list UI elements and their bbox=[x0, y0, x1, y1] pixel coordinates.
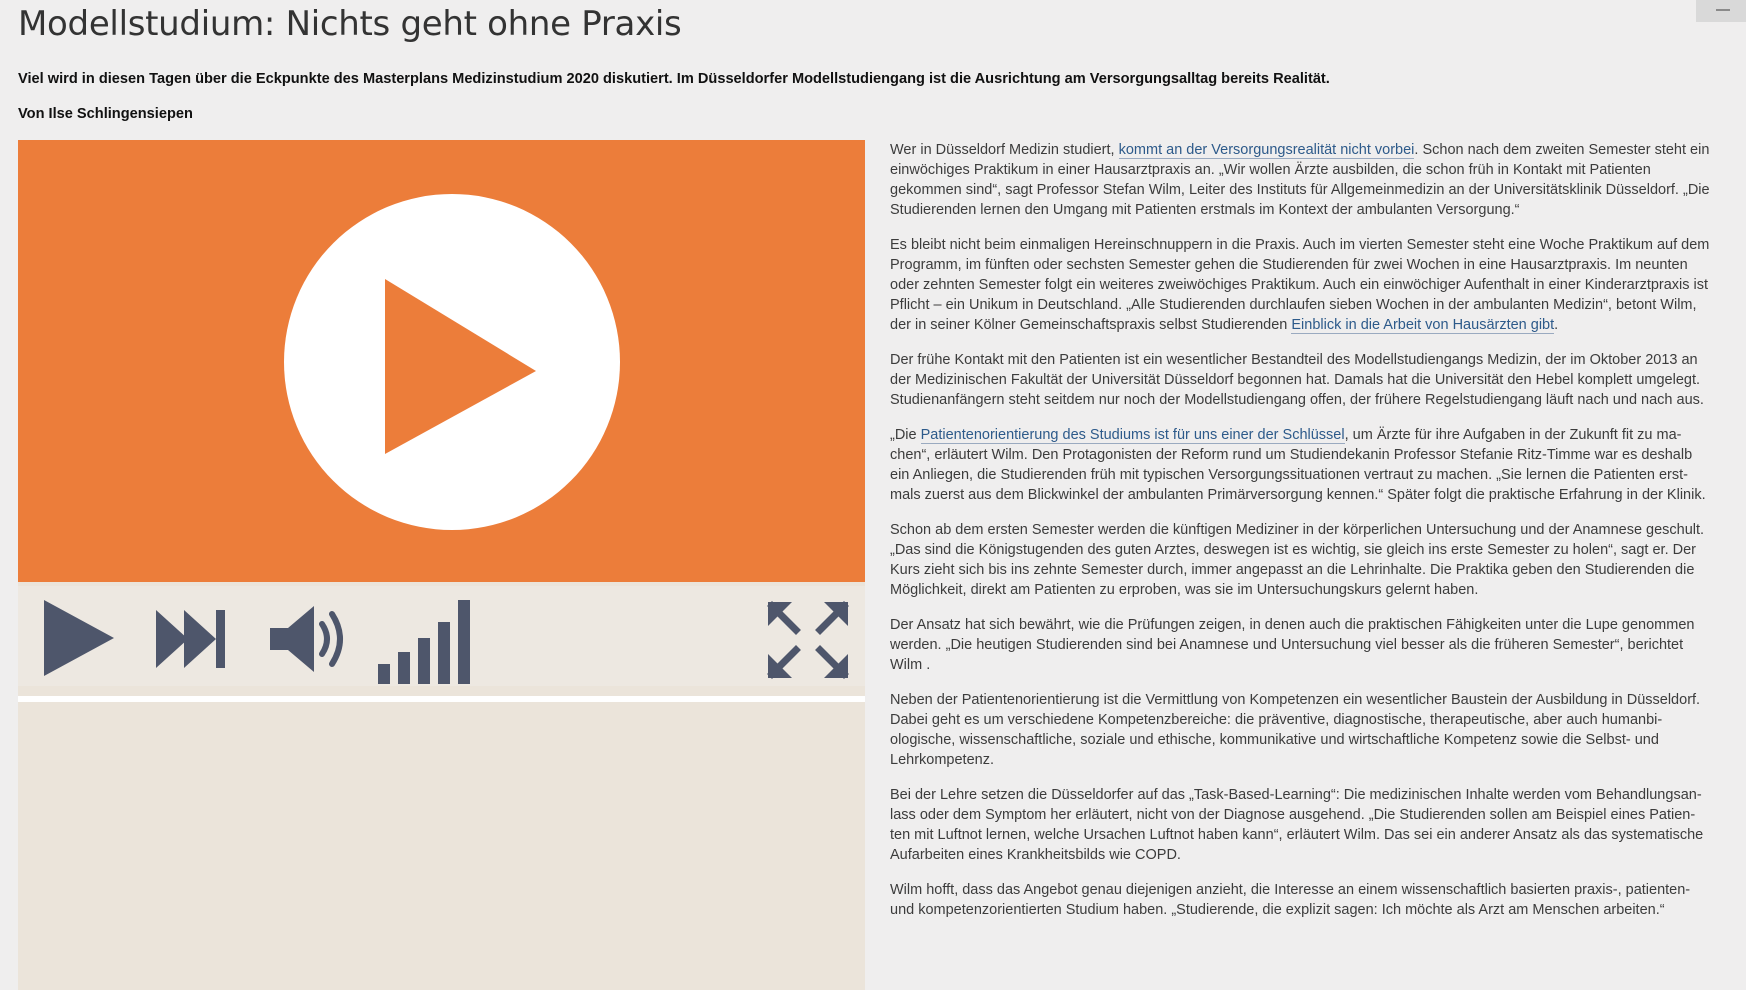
window-corner-tab[interactable] bbox=[1696, 0, 1746, 22]
fullscreen-icon bbox=[766, 600, 850, 680]
big-play-icon bbox=[284, 194, 620, 530]
play-button[interactable] bbox=[38, 598, 118, 683]
controls-divider bbox=[18, 696, 865, 702]
article-body bbox=[890, 140, 1710, 935]
paragraph: „Die Patientenorientierung des Studiums ist für uns einer der Schlüssel, um Ärzte für ihre Aufgaben in der Zukunft fit zu machen“, erläutert Wilm. Den Protagonisten der Reform rund um Studiendekanin Professor Stefanie Ritz-Timme war es deshalb ein Anliegen, die Studierenden früh mit typischen Versorgungssituationen vertraut zu machen. „Sie lernen die Patienten erstmals zuerst aus dem Blickwinkel der ambulanten Primärversorgung kennen.“ Später folgt die praktische Erfahrung in der Klinik. bbox=[890, 427, 1706, 503]
video-poster[interactable] bbox=[18, 140, 865, 582]
skip-forward-icon bbox=[154, 604, 234, 674]
link-patientenorientierung[interactable]: Patientenorientierung des Studiums ist für uns einer der Schlüssel bbox=[920, 427, 1345, 443]
link-versorgungsrealitaet[interactable]: kommt an der Versorgungsrealität nicht vorbei bbox=[1118, 142, 1415, 158]
skip-forward-button[interactable] bbox=[154, 604, 234, 679]
article-author: Von Ilse Schlingensiepen bbox=[18, 106, 193, 122]
paragraph: Der frühe Kontakt mit den Patienten ist ein wesentlicher Bestandteil des Modellstudiengangs Medizin, der im Oktober 2013 an der Medizinischen Fakultät der Universität Düsseldorf begonnen hat. Damals hat die Universität den Hebel komplett umgelegt. Studienanfängern steht seitdem nur noch der Modellstudiengang offen, der frühere Regelstudiengang läuft nach und nach aus. bbox=[890, 352, 1704, 408]
paragraph: Schon ab dem ersten Semester werden die künftigen Mediziner in der körperlichen Untersuchung und der Anamnese geschult. „Das sind die Königstugenden des guten Arztes, deswegen ist es wichtig, sie gleich ins erste Semester zu holen“, sagt er. Der Kurs zieht sich bis ins zehnte Semester durch, immer angepasst an die Lehrinhalte. Die Praktika geben den Studierenden die Möglichkeit, direkt am Patienten zu erproben, was sie im Untersuchungskurs gelernt haben. bbox=[890, 522, 1705, 598]
player-controls bbox=[18, 586, 865, 686]
link-einblick-hausaerzte[interactable]: Einblick in die Arbeit von Hausärzten gibt bbox=[1291, 317, 1555, 333]
fullscreen-button[interactable] bbox=[766, 600, 850, 685]
paragraph: Es bleibt nicht beim einmaligen Hereinschnuppern in die Praxis. Auch im vierten Semester steht eine Woche Praktikum auf dem Programm, im fünften oder sechsten Semester gehen die Studierenden für zwei Wochen in eine Hausarztpraxis. Im neunten oder zehnten Semester folgt ein weiteres zweiwöchiges Praktikum. Auch ein einwöchiger Aufenthalt in einer Kinderarztpraxis ist Pflicht – ein Unikum in Deutschland. „Alle Studierenden durchlaufen sieben Wochen in der ambulanten Medizin“, betont Wilm, der in seiner Kölner Gemeinschaftspraxis selbst Studierenden Einblick in die Arbeit von Hausärzten gibt. bbox=[890, 237, 1710, 333]
paragraph: Bei der Lehre setzen die Düsseldorfer auf das „Task-Based-Learning“: Die medizinischen Inhalte werden vom Behandlungsanlass oder dem Symptom her erläutert, nicht von der Diagnose ausgehend. „Die Studierenden sollen am Beispiel eines Patienten mit Luftnot lernen, welche Ursachen Luftnot haben kann“, erläutert Wilm. Das sei ein anderer Ansatz als das systematische Aufarbeiten eines Krankheitsbilds wie COPD. bbox=[890, 787, 1704, 863]
paragraph: Neben der Patientenorientierung ist die Vermittlung von Kompetenzen ein wesentlicher Baustein der Ausbildung in Düsseldorf. Dabei geht es um verschiedene Kompetenzbereiche: die präventive, diagnostische, therapeutische, aber auch humanbiologische, wissenschaftliche, soziale und ethische, kommunikative und wirtschaftliche Kompetenz sowie die Selbst- und Lehrkompetenz. bbox=[890, 692, 1701, 768]
video-player bbox=[18, 140, 865, 990]
minimize-icon bbox=[1716, 9, 1730, 11]
paragraph: Wer in Düsseldorf Medizin studiert, kommt an der Versorgungsrealität nicht vorbei. Schon nach dem zweiten Semester steht ein einwöchiges Praktikum in einer Hausarztpraxis an. „Wir wollen Ärzte ausbilden, die schon früh in Kontakt mit Patienten gekommen sind“, sagt Professor Stefan Wilm, Leiter des Instituts für Allgemeinmedizin an der Universitätsklinik Düsseldorf. „Die Studierenden lernen den Umgang mit Patienten erstmals im Kontext der ambulanten Versorgung.“ bbox=[890, 142, 1710, 218]
big-play-button[interactable] bbox=[284, 194, 620, 530]
volume-level[interactable] bbox=[376, 594, 486, 691]
paragraph: Der Ansatz hat sich bewährt, wie die Prüfungen zeigen, in denen auch die praktischen Fähigkeiten unter die Lupe genommen werden. „Die heutigen Studierenden sind bei Anamnese und Untersuchung viel besser als die früheren Semester“, berichtet Wilm . bbox=[890, 617, 1695, 673]
paragraph: Wilm hofft, dass das Angebot genau diejenigen anzieht, die Interesse an einem wissenschaftlich basierten praxis-, patienten- und kompetenzorientierten Studium haben. „Studierende, die explizit sagen: Ich möchte als Arzt am Menschen arbeiten.“ bbox=[890, 882, 1691, 918]
page-title: Modellstudium: Nichts geht ohne Praxis bbox=[18, 4, 682, 44]
signal-bars-icon bbox=[376, 594, 486, 686]
article-lead: Viel wird in diesen Tagen über die Eckpunkte des Masterplans Medizinstudium 2020 diskutiert. Im Düsseldorfer Modellstudiengang ist die Ausrichtung am Versorgungsalltag bereits Realität. bbox=[18, 71, 1330, 87]
volume-icon bbox=[268, 602, 358, 676]
volume-button[interactable] bbox=[268, 602, 358, 681]
play-icon bbox=[38, 598, 118, 678]
